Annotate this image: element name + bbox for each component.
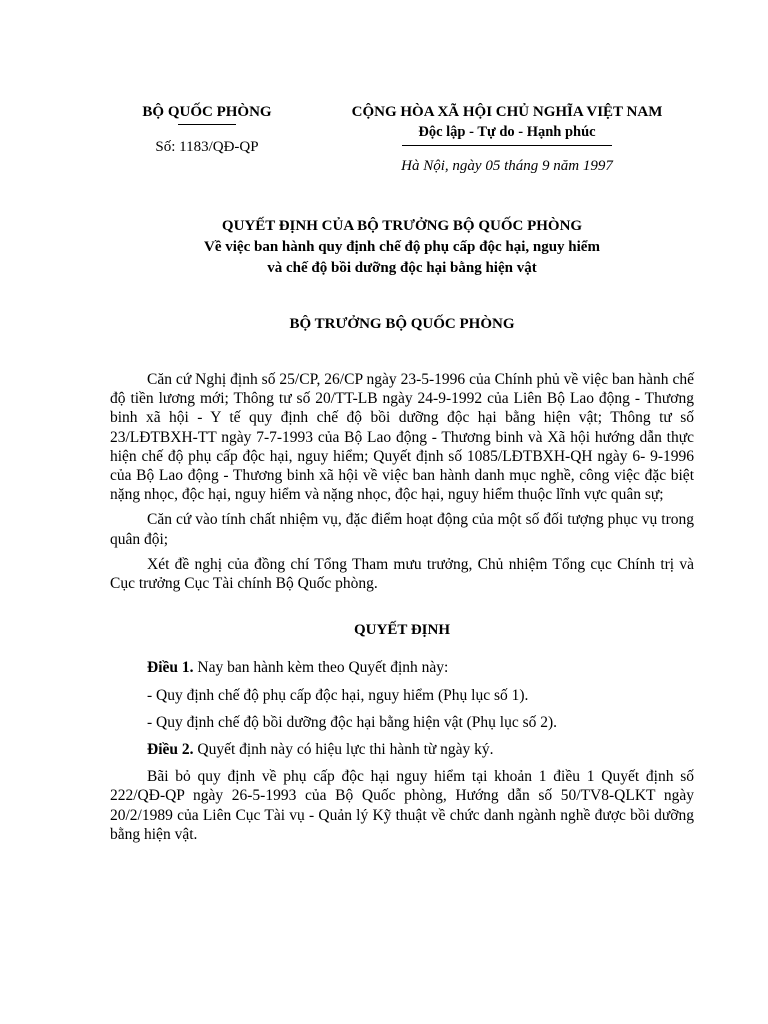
article-2-text: Quyết định này có hiệu lực thi hành từ ngày ký. bbox=[193, 741, 494, 759]
national-motto: Độc lập - Tự do - Hạnh phúc bbox=[418, 124, 596, 140]
title-line-1: QUYẾT ĐỊNH CỦA BỘ TRƯỞNG BỘ QUỐC PHÒNG bbox=[221, 218, 583, 234]
decision-heading: QUYẾT ĐỊNH bbox=[354, 622, 450, 639]
preamble-paragraph-1: Căn cứ Nghị định số 25/CP, 26/CP ngày 23-5-1996 của Chính phủ về việc ban hành chế độ tiền lương mới; Thông tư số 20/TT-LB ngày 24-9-1992 của Liên Bộ Lao động - Thương binh xã hội - Y tế quy định chế độ bồi dưỡng độc hại bằng hiện vật; Thông tư số 23/LĐTBXH-TT ngày 7-7-1993 của Bộ Lao động - Thương binh và Xã hội hướng dẫn thực hiện chế độ phụ cấp độc hại, nguy hiểm; Quyết định số 1085/LĐTBXH-QH ngày 6- 9-1996 của Bộ Lao động - Thương binh xã hội về việc ban hành danh mục nghề, công việc đặc biệt nặng nhọc, độc hại, nguy hiểm và nặng nhọc, độc hại, nguy hiểm thuộc lĩnh vực quân sự; bbox=[110, 371, 694, 504]
issuer-name: BỘ QUỐC PHÒNG bbox=[142, 104, 272, 120]
nation-name: CỘNG HÒA XÃ HỘI CHỦ NGHĨA VIỆT NAM bbox=[351, 104, 663, 120]
document-number: Số: 1183/QĐ-QP bbox=[155, 139, 259, 155]
document-title bbox=[110, 216, 694, 279]
article-2-label: Điều 2. bbox=[147, 741, 194, 759]
motto-underline bbox=[402, 145, 612, 146]
issuer-header bbox=[118, 102, 296, 157]
preamble-paragraph-3: Xét đề nghị của đồng chí Tổng Tham mưu trưởng, Chủ nhiệm Tổng cục Chính trị và Cục trưởng Cục Tài chính Bộ Quốc phòng. bbox=[110, 555, 694, 593]
article-1-label: Điều 1. bbox=[147, 659, 194, 677]
national-header bbox=[318, 102, 696, 176]
title-line-2: Về việc ban hành quy định chế độ phụ cấp độc hại, nguy hiểm bbox=[204, 239, 600, 255]
article-1 bbox=[110, 658, 694, 677]
place-and-date: Hà Nội, ngày 05 tháng 9 năm 1997 bbox=[401, 158, 613, 174]
title-line-3: và chế độ bồi dưỡng độc hại bằng hiện vật bbox=[267, 260, 537, 276]
issuer-underline bbox=[178, 124, 236, 125]
article-2 bbox=[110, 740, 694, 759]
article-2-paragraph: Bãi bỏ quy định về phụ cấp độc hại nguy hiểm tại khoản 1 điều 1 Quyết định số 222/QĐ-QP ngày 26-5-1993 của Bộ Quốc phòng, Hướng dẫn số 50/TV8-QLKT ngày 20/2/1989 của Liên Cục Tài vụ - Quản lý Kỹ thuật về chức danh ngành nghề được bồi dưỡng bằng hiện vật. bbox=[110, 768, 694, 843]
article-1-text: Nay ban hành kèm theo Quyết định này: bbox=[193, 659, 449, 677]
article-1-item-1: - Quy định chế độ phụ cấp độc hại, nguy hiểm (Phụ lục số 1). bbox=[147, 686, 529, 704]
article-1-item-2: - Quy định chế độ bồi dưỡng độc hại bằng hiện vật (Phụ lục số 2). bbox=[147, 713, 558, 731]
document-body bbox=[110, 370, 694, 850]
preamble-paragraph-2: Căn cứ vào tính chất nhiệm vụ, đặc điểm hoạt động của một số đối tượng phục vụ trong quân đội; bbox=[110, 511, 694, 548]
issuing-authority: BỘ TRƯỞNG BỘ QUỐC PHÒNG bbox=[289, 316, 515, 332]
